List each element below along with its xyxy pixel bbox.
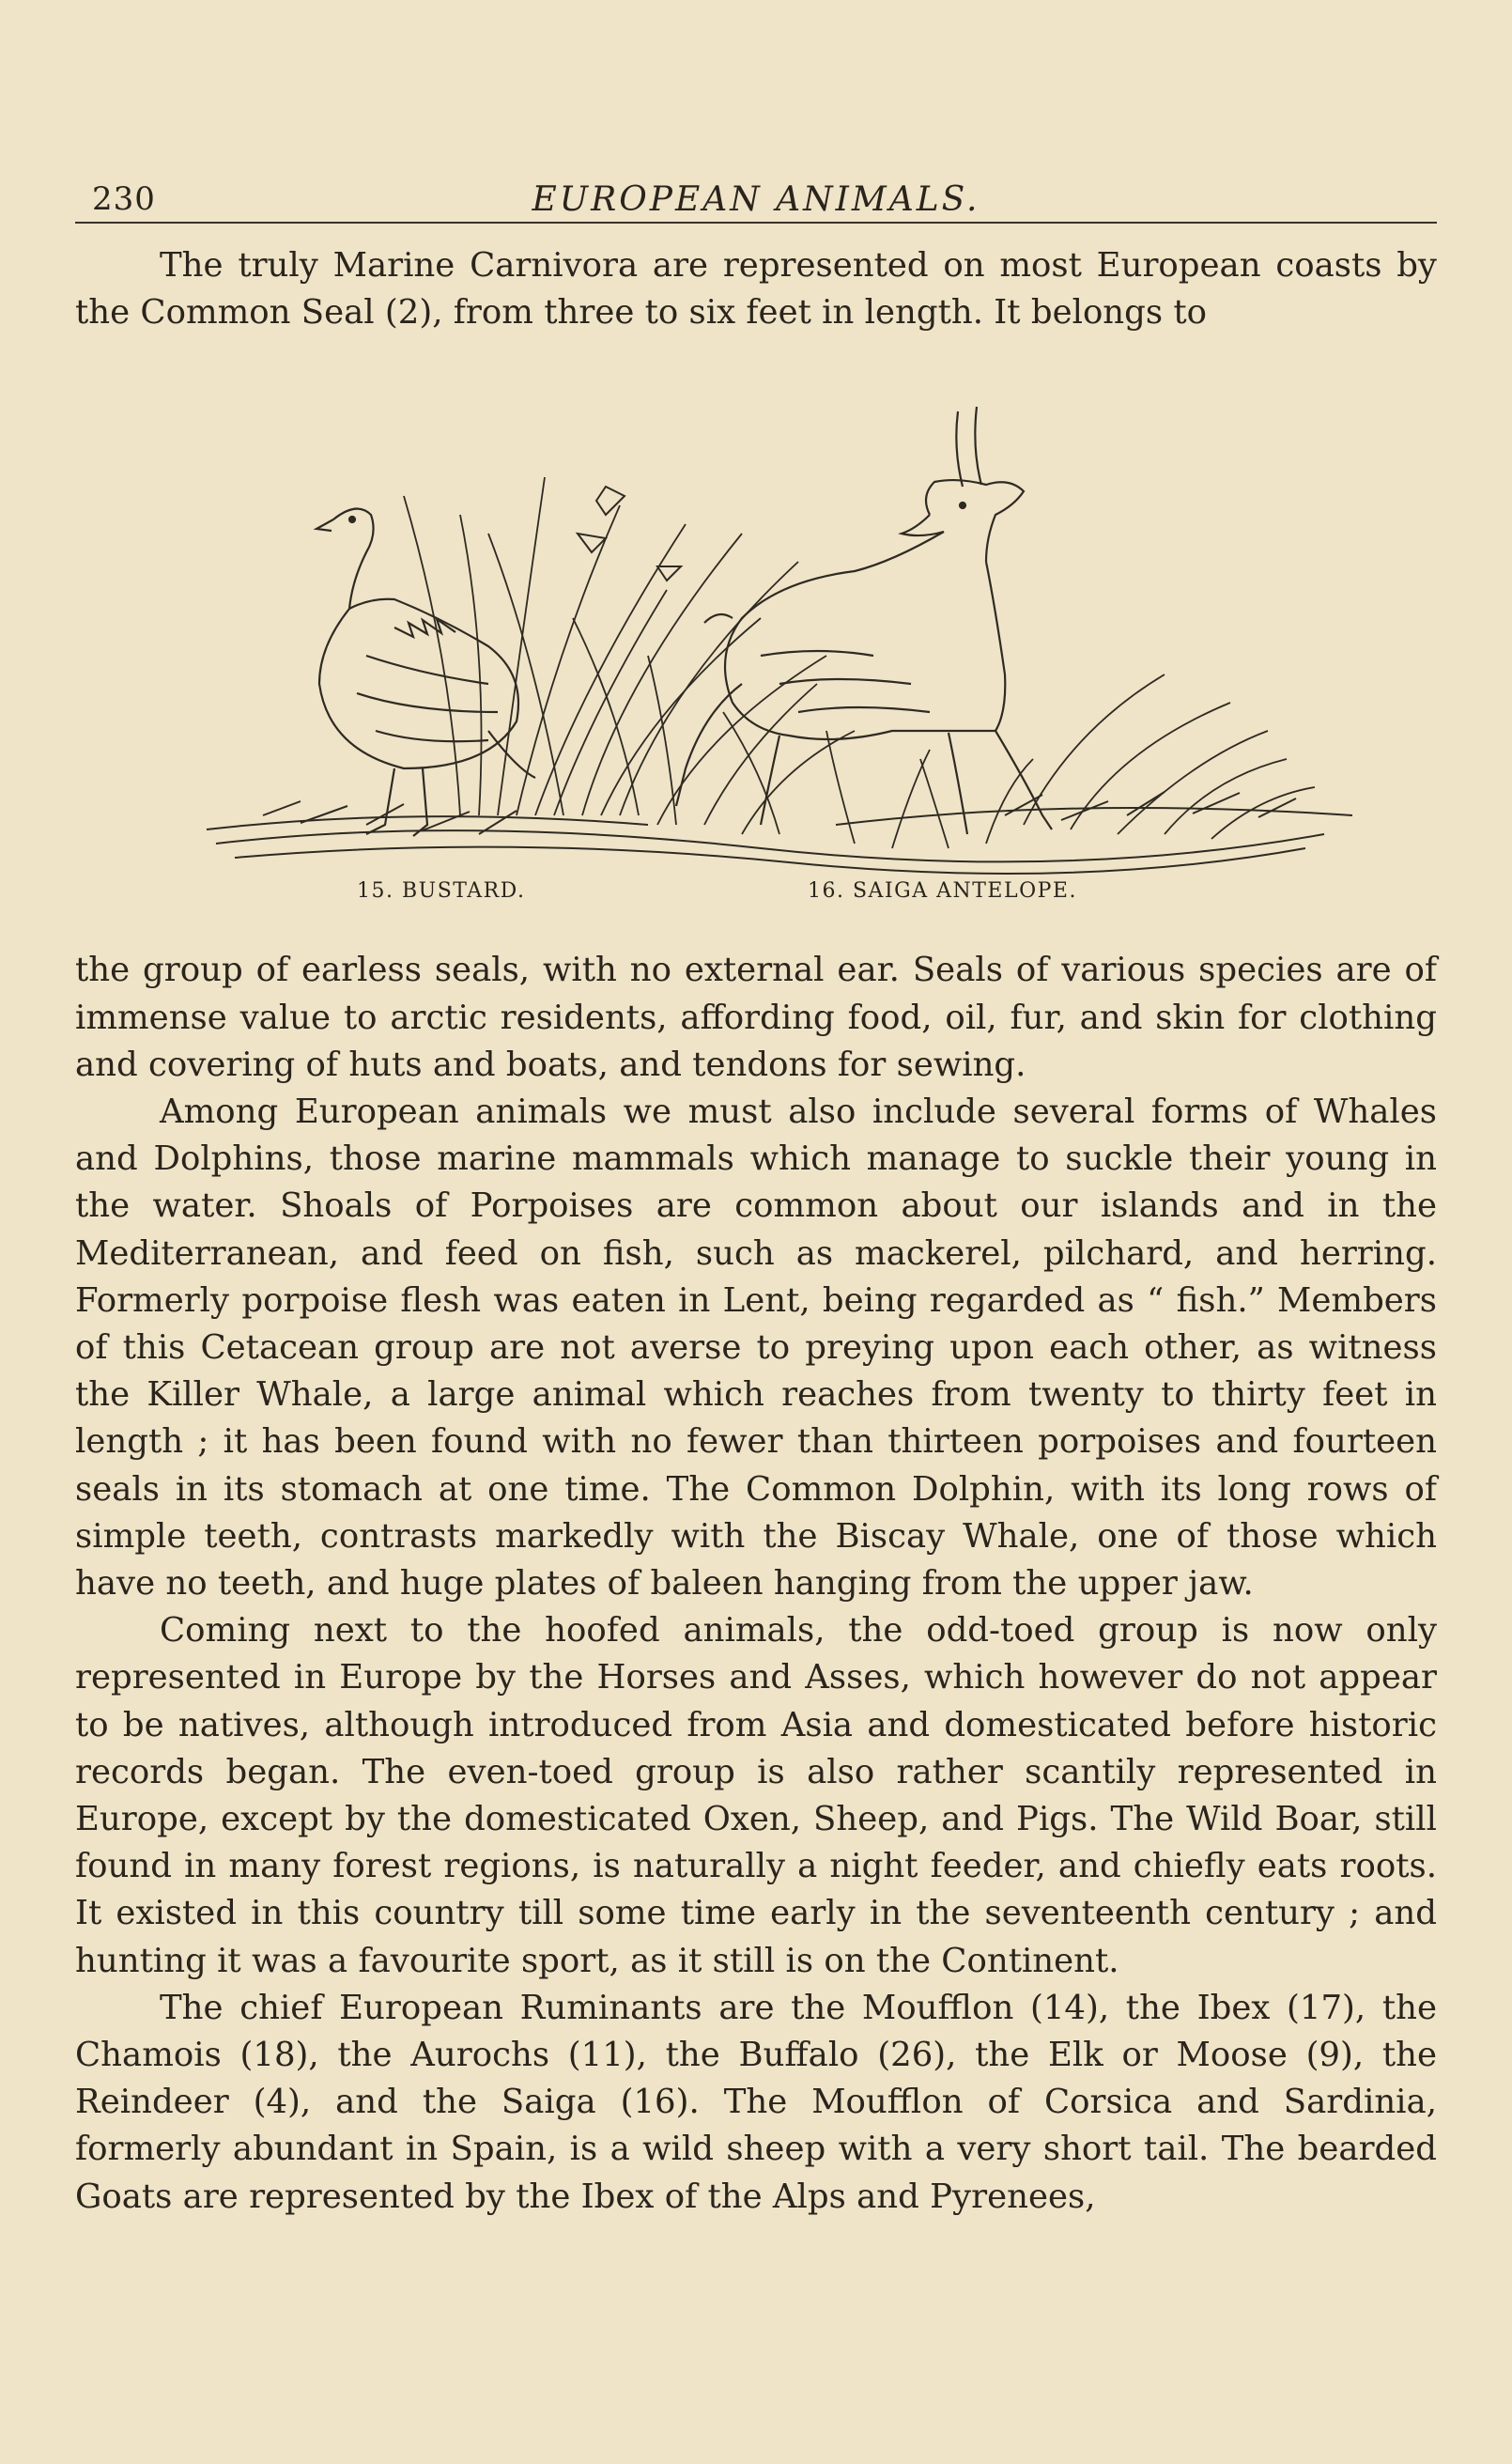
paragraph-4: The chief European Ruminants are the Moufflon (14), the Ibex (17), the Chamois (18), the Aurochs (11), the Buffalo (26), the Elk or Moose (9), the Reindeer (4), and the Saiga (16). The Moufflon of Corsica and Sardinia, formerly abundant in Spain, is a wild sheep with a very short tail. The bearded Goats are represented by the Ibex of the Alps and Pyrenees,: [75, 1988, 1437, 2216]
paragraph-3: Coming next to the hoofed animals, the odd-toed group is now only represented in Europe by the Horses and Asses, which however do not appear to be natives, although introduced from Asia and domesticated before historic records began. The even-toed group is also rather scantily represented in Europe, except by the domesticated Oxen, Sheep, and Pigs. The Wild Boar, still found in many forest regions, is naturally a night feeder, and chiefly eats roots. It existed in this country till some time early in the seventeenth century ; and hunting it was a favourite sport, as it still is on the Continent.: [75, 1611, 1437, 1980]
engraving-figure: [75, 336, 1437, 947]
bustard-bird: [316, 509, 535, 836]
paragraph-2: Among European animals we must also include several forms of Whales and Dolphins, those marine mammals which manage to suckle their young in the water. Shoals of Porpoises are common about our islands and in the Mediterranean, and feed on fish, such as mackerel, pilchard, and herring. Formerly porpoise flesh was eaten in Lent, being regarded as “ fish.” Members of this Cetacean group are not averse to preying upon each other, as witness the Killer Whale, a large animal which reaches from twenty to thirty feet in length ; it has been found with no fewer than thirteen porpoises and fourteen seals in its stomach at one time. The Common Dolphin, with its long rows of simple teeth, contrasts markedly with the Biscay Whale, one of those which have no teeth, and huge plates of baleen hanging from the upper jaw.: [75, 1093, 1437, 1604]
caption-saiga-antelope: 16. SAIGA ANTELOPE.: [808, 879, 1077, 904]
grass-tufts: [404, 477, 1315, 848]
paragraph-1-start: The truly Marine Carnivora are represented on most European coasts by the Common Seal (2), from three to six feet in length. It belongs to: [75, 246, 1437, 333]
running-title: EUROPEAN ANIMALS.: [532, 180, 980, 219]
page-header: [75, 160, 1437, 224]
bustard-and-saiga-engraving: [178, 374, 1409, 881]
caption-bustard: 15. BUSTARD.: [357, 879, 526, 904]
paragraph-1-end: the group of earless seals, with no external ear. Seals of various species are of immense value to arctic residents, affording food, oil, fur, and skin for clothing and covering of huts and boats, and tendons for sewing.: [75, 951, 1437, 1084]
page-number: 230: [92, 180, 156, 218]
flower-heads: [578, 487, 681, 581]
book-page: [75, 160, 1437, 2221]
saiga-antelope: [676, 407, 1052, 834]
